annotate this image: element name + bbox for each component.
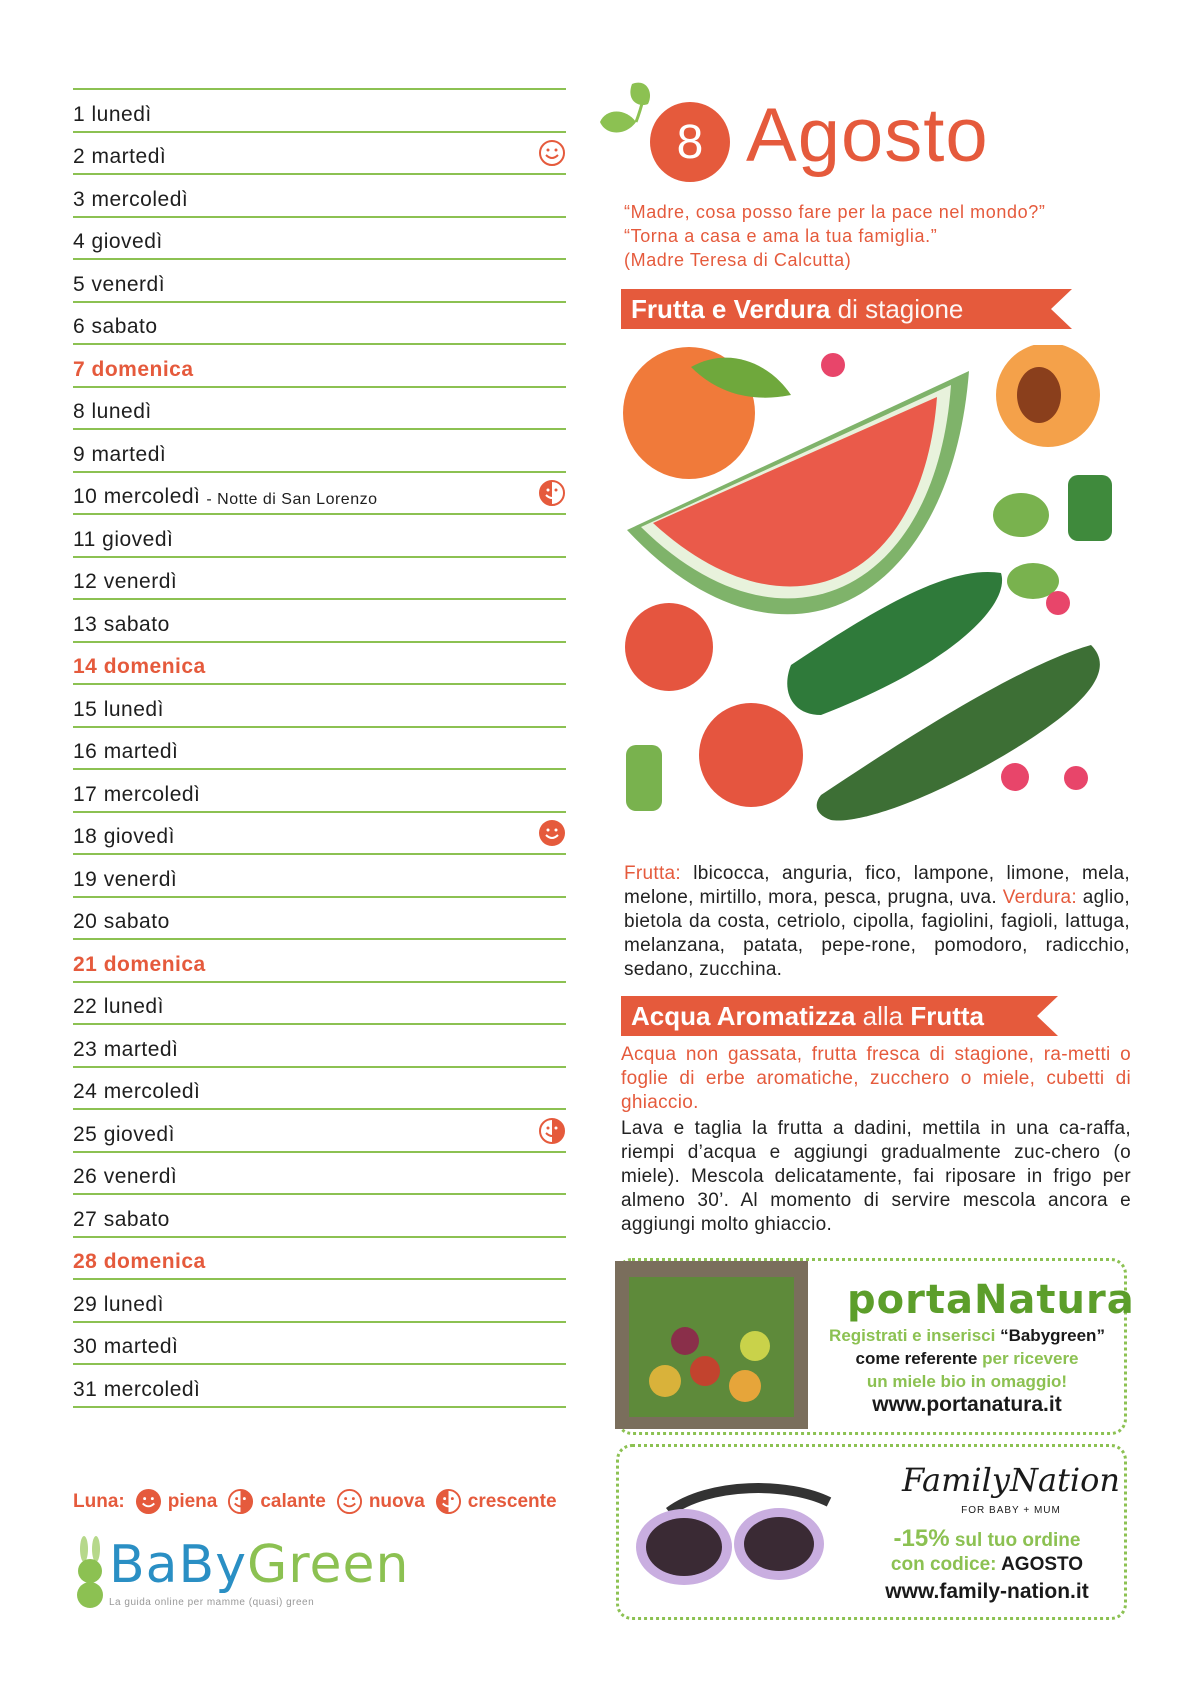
day-row (73, 1068, 566, 1111)
day-label: 15 lunedì (73, 697, 164, 721)
day-label: 12 venerdì (73, 570, 178, 593)
day-row (73, 1153, 566, 1196)
day-row (73, 1323, 566, 1366)
day-row (73, 1365, 566, 1408)
day-row (73, 983, 566, 1026)
day-row (73, 388, 566, 431)
moon-piena-icon (538, 819, 566, 847)
day-label: 8 lunedì (73, 400, 152, 423)
portanatura-url[interactable]: www.portanatura.it (872, 1393, 1062, 1416)
fruit-list: lbicocca, anguria, fico, lampone, limone, mela, melone, mirtillo, mora, pesca, prugna, uva. (624, 863, 1130, 908)
banner-title-strong: Frutta e Verdura (631, 293, 831, 324)
familynation-offer (851, 1527, 1123, 1577)
day-row (73, 770, 566, 813)
day-label: 21 domenica (73, 952, 206, 976)
bunny-icon (73, 1535, 107, 1609)
month-header (596, 78, 1036, 188)
day-label: 7 domenica (73, 357, 194, 381)
day-label: 13 sabato (73, 612, 170, 636)
day-label: 3 mercoledì (73, 187, 189, 211)
offer-text: con codice: (890, 1554, 1002, 1575)
offer-code: AGOSTO (1001, 1554, 1084, 1575)
day-row (73, 345, 566, 388)
day-label: 24 mercoledì (73, 1080, 201, 1103)
day-label: 20 sabato (73, 910, 170, 933)
moon-calante-icon (227, 1488, 254, 1515)
month-title: Agosto (746, 93, 989, 178)
raspberry-icon (821, 353, 845, 377)
portanatura-logo: portaNatura (847, 1277, 1135, 1323)
discount-value: -15% (893, 1525, 950, 1552)
legend-label: piena (167, 1490, 218, 1512)
quote-author: (Madre Teresa di Calcutta) (624, 250, 852, 270)
leaf-icon (596, 78, 656, 148)
banner-title-light: di stagione (830, 293, 964, 324)
day-label: 25 giovedì (73, 1122, 175, 1146)
banner-title-strong: Acqua Aromatizza (631, 1000, 856, 1031)
offer-text: per ricevere (982, 1349, 1079, 1368)
day-row (73, 813, 566, 856)
seasonal-produce-banner (621, 289, 1072, 329)
day-label: 17 mercoledì (73, 782, 201, 806)
portanatura-offer (811, 1324, 1123, 1393)
familynation-ad[interactable] (616, 1444, 1127, 1620)
day-row (73, 430, 566, 473)
day-label: 28 domenica (73, 1250, 206, 1273)
legend-item (336, 1488, 425, 1515)
day-label: 14 domenica (73, 655, 206, 678)
day-row (73, 728, 566, 771)
day-label: 1 lunedì (73, 102, 152, 126)
day-row (73, 218, 566, 261)
vegetable-label: Verdura: (1002, 887, 1077, 908)
day-row (73, 1195, 566, 1238)
logo-word-baby: BaBy (109, 1535, 247, 1595)
banner-title-strong: Frutta (910, 1000, 985, 1031)
monthly-quote (624, 200, 1144, 272)
day-row (73, 1110, 566, 1153)
day-row (73, 1238, 566, 1281)
flavored-water-banner (621, 996, 1058, 1036)
day-row (73, 643, 566, 686)
legend-item (135, 1488, 218, 1515)
quote-line: “Torna a casa e ama la tua famiglia.” (624, 226, 938, 246)
peach-icon (623, 347, 791, 479)
day-label: 9 martedì (73, 442, 167, 466)
day-label: 18 giovedì (73, 825, 175, 848)
offer-text: un miele bio in omaggio! (866, 1372, 1068, 1391)
portanatura-ad[interactable] (616, 1258, 1135, 1435)
offer-code: “Babygreen” (1000, 1326, 1105, 1345)
day-label: 30 martedì (73, 1335, 179, 1358)
month-number-badge: 8 (650, 102, 730, 182)
day-label: 2 martedì (73, 145, 167, 168)
day-row (73, 558, 566, 601)
legend-title: Luna: (73, 1490, 125, 1512)
day-row (73, 898, 566, 941)
day-label: 11 giovedì (73, 527, 174, 551)
peach-half-icon (996, 345, 1100, 447)
day-row (73, 940, 566, 983)
familynation-url[interactable]: www.family-nation.it (885, 1580, 1089, 1603)
day-row (73, 260, 566, 303)
day-label: 6 sabato (73, 315, 158, 338)
recipe-ingredients: Acqua non gassata, frutta fresca di stagione, ra-metti o foglie di erbe aromatiche, zucchero o miele, cubetti di ghiaccio. (621, 1044, 1131, 1113)
vegetable-list: aglio, bietola da costa, cetriolo, cipolla, fagiolini, fagioli, lattuga, melanzana, patata, pepe-rone, pomodoro, radicchio, sedano, zucchina. (624, 887, 1130, 980)
day-list (73, 88, 566, 1408)
familynation-logo: FamilyNation (901, 1461, 1121, 1499)
fruit-label: Frutta: (624, 863, 682, 884)
legend-label: calante (260, 1490, 326, 1512)
banner-title-light: alla (855, 1000, 911, 1031)
logo-wordmark (109, 1535, 409, 1595)
day-label: 4 giovedì (73, 230, 163, 253)
vegetable-box-photo (615, 1261, 808, 1429)
offer-text: Registrati e inserisci (829, 1326, 1001, 1345)
moon-nuova-icon (336, 1488, 363, 1515)
day-row (73, 175, 566, 218)
day-row (73, 855, 566, 898)
day-label: 27 sabato (73, 1207, 170, 1231)
day-row (73, 600, 566, 643)
offer-text: come referente (855, 1349, 983, 1368)
day-label: 29 lunedì (73, 1292, 164, 1316)
day-row (73, 303, 566, 346)
moon-nuova-icon (538, 139, 566, 167)
moon-legend (73, 1488, 573, 1515)
day-label: 10 mercoledì (73, 485, 201, 508)
moon-crescente-icon (538, 479, 566, 507)
day-note: - Notte di San Lorenzo (206, 491, 378, 508)
logo-word-green: Green (247, 1535, 410, 1595)
day-label: 31 mercoledì (73, 1377, 201, 1401)
day-row (73, 1025, 566, 1068)
seasonal-produce-text (624, 862, 1130, 982)
moon-crescente-icon (435, 1488, 462, 1515)
day-row (73, 473, 566, 516)
moon-calante-icon (538, 1117, 566, 1145)
day-label: 23 martedì (73, 1037, 179, 1061)
quote-line: “Madre, cosa posso fare per la pace nel mondo?” (624, 202, 1046, 222)
day-label: 5 venerdì (73, 272, 166, 296)
legend-label: crescente (467, 1490, 557, 1512)
day-label: 26 venerdì (73, 1165, 178, 1188)
moon-piena-icon (135, 1488, 162, 1515)
day-row (73, 133, 566, 176)
offer-text: sul tuo ordine (949, 1530, 1081, 1551)
legend-item (227, 1488, 325, 1515)
legend-label: nuova (368, 1490, 425, 1512)
legend-item (435, 1488, 557, 1515)
baby-sunglasses-image (629, 1482, 849, 1592)
day-row (73, 90, 566, 133)
day-label: 19 venerdì (73, 867, 178, 891)
familynation-tagline: FOR BABY + MUM (961, 1505, 1061, 1516)
recipe-steps: Lava e taglia la frutta a dadini, mettila in una ca-raffa, riempi d’acqua e aggiungi gradualmente zuc-chero (o miele). Mescola delicatamente, fai riposare in frigo per almeno 30’. Al momento di servire mescola ancora e aggiungi molto ghiaccio. (621, 1118, 1131, 1235)
fruit-vegetable-illustration (621, 345, 1121, 845)
day-row (73, 515, 566, 558)
babygreen-logo (73, 1535, 410, 1615)
day-label: 22 lunedì (73, 995, 164, 1018)
day-label: 16 martedì (73, 740, 179, 763)
day-row (73, 1280, 566, 1323)
logo-tagline: La guida online per mamme (quasi) green (109, 1597, 315, 1608)
day-row (73, 685, 566, 728)
